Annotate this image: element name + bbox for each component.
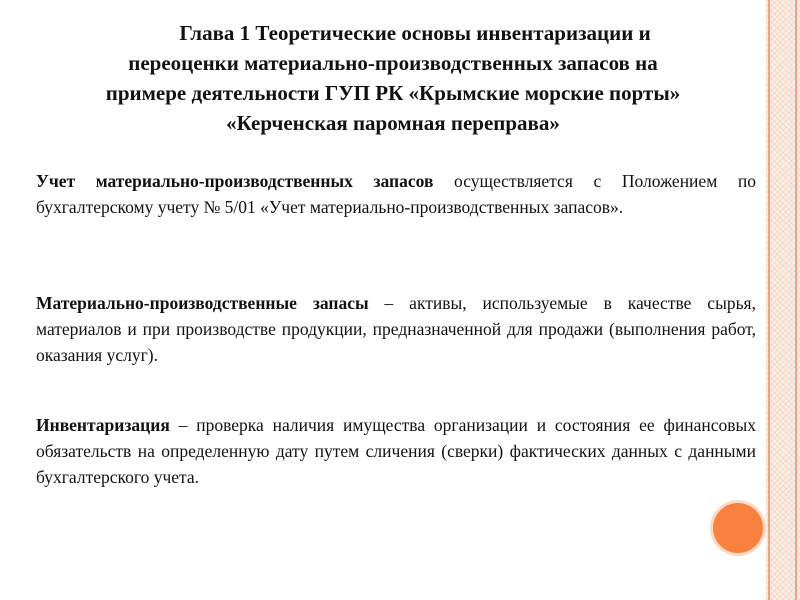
paragraph-term: Инвентаризация <box>36 415 170 435</box>
border-line-right <box>795 0 797 600</box>
paragraph-text: – активы, используемые в качестве сырья, материалов и при производстве продукции, предназначенной для продажи (выполнения работ, оказания услуг). <box>36 293 756 365</box>
slide-title <box>30 18 756 138</box>
title-line-4: «Керченская паромная переправа» <box>226 111 560 135</box>
paragraph-inventory-accounting <box>36 168 756 220</box>
title-line-2: переоценки материально-производственных запасов на <box>128 51 658 75</box>
paragraph-term: Учет материально-производственных запасов <box>36 171 434 191</box>
paragraph-text: осуществляется с Положением по бухгалтерскому учету № 5/01 «Учет материально-производственных запасов». <box>36 171 756 217</box>
paragraph-inventories-definition <box>36 290 756 368</box>
title-line-1: Глава 1 Теоретические основы инвентаризации и <box>179 21 651 45</box>
paragraph-term: Материально-производственные запасы <box>36 293 369 313</box>
decorative-orange-circle <box>713 503 763 553</box>
paragraph-stocktaking-definition <box>36 412 756 490</box>
paragraph-text: – проверка наличия имущества организации и состояния ее финансовых обязательств на определенную дату путем сличения (сверки) фактических данных с данными бухгалтерского учета. <box>36 415 756 487</box>
title-line-3: примере деятельности ГУП РК «Крымские морские порты» <box>105 81 681 105</box>
border-line-left <box>768 0 770 600</box>
